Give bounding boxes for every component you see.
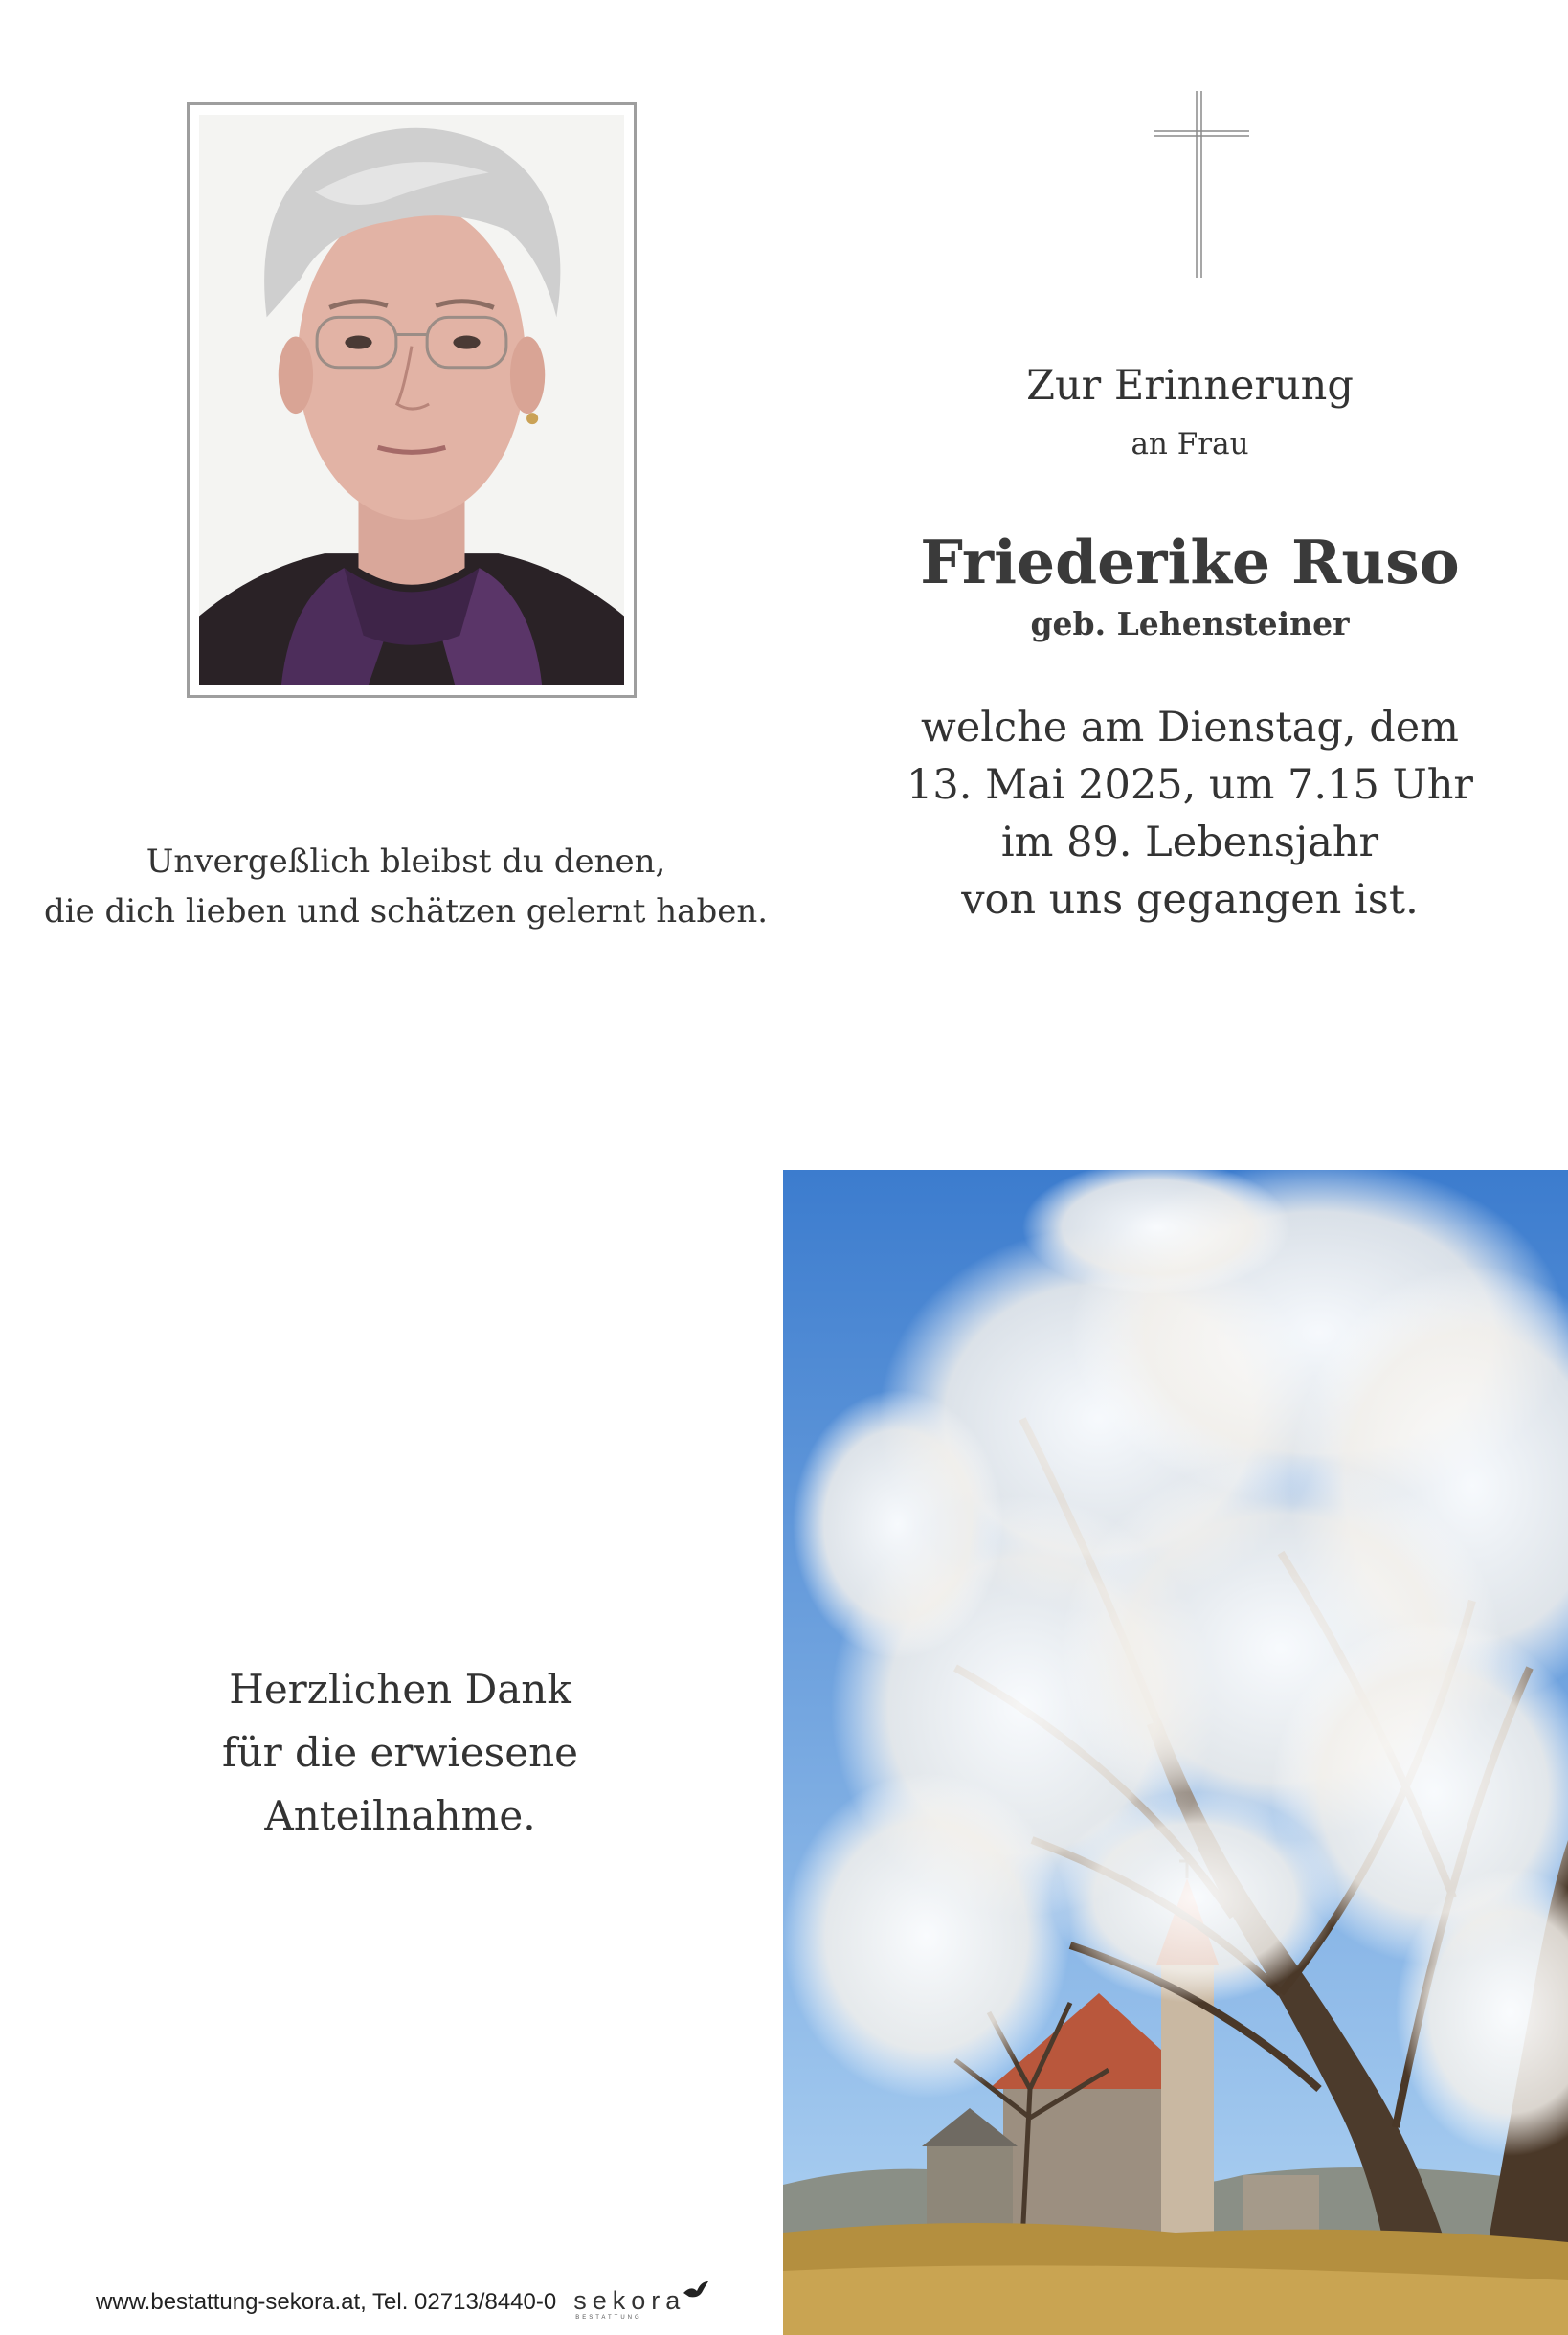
- birth-name: geb. Lehensteiner: [1030, 605, 1350, 642]
- passing-line: 13. Mai 2025, um 7.15 Uhr: [907, 761, 1473, 809]
- thanks-line: für die erwiesene: [221, 1729, 579, 1776]
- thanks-line: Herzlichen Dank: [229, 1666, 571, 1713]
- bird-icon: [682, 2279, 710, 2301]
- passing-line: im 89. Lebensjahr: [1000, 819, 1379, 866]
- portrait-image: [199, 115, 624, 685]
- portrait-panel: [0, 0, 813, 1171]
- footer: [96, 2281, 710, 2321]
- footer-contact: www.bestattung-sekora.at, Tel. 02713/8440-0: [96, 2289, 557, 2315]
- deceased-name: Friederike Ruso: [920, 527, 1460, 597]
- salutation-text: an Frau: [1131, 427, 1249, 461]
- portrait-photo: [187, 102, 637, 698]
- thanks-line: Anteilnahme.: [264, 1792, 536, 1839]
- logo-subtext: BESTATTUNG: [575, 2315, 642, 2321]
- intro-text: Zur Erinnerung: [1026, 362, 1354, 410]
- quote-line: die dich lieben und schätzen gelernt haben.: [43, 892, 769, 931]
- quote-line: Unvergeßlich bleibst du denen,: [146, 842, 666, 881]
- thanks-panel: [0, 1170, 783, 2335]
- company-logo: [573, 2286, 686, 2321]
- cross-icon: [1154, 91, 1249, 278]
- logo-text: sekora: [573, 2286, 686, 2315]
- blossom-tree-church-image: [783, 1170, 1568, 2335]
- passing-line: welche am Dienstag, dem: [921, 704, 1459, 752]
- passing-line: von uns gegangen ist.: [961, 876, 1419, 924]
- landscape-photo: [783, 1170, 1568, 2335]
